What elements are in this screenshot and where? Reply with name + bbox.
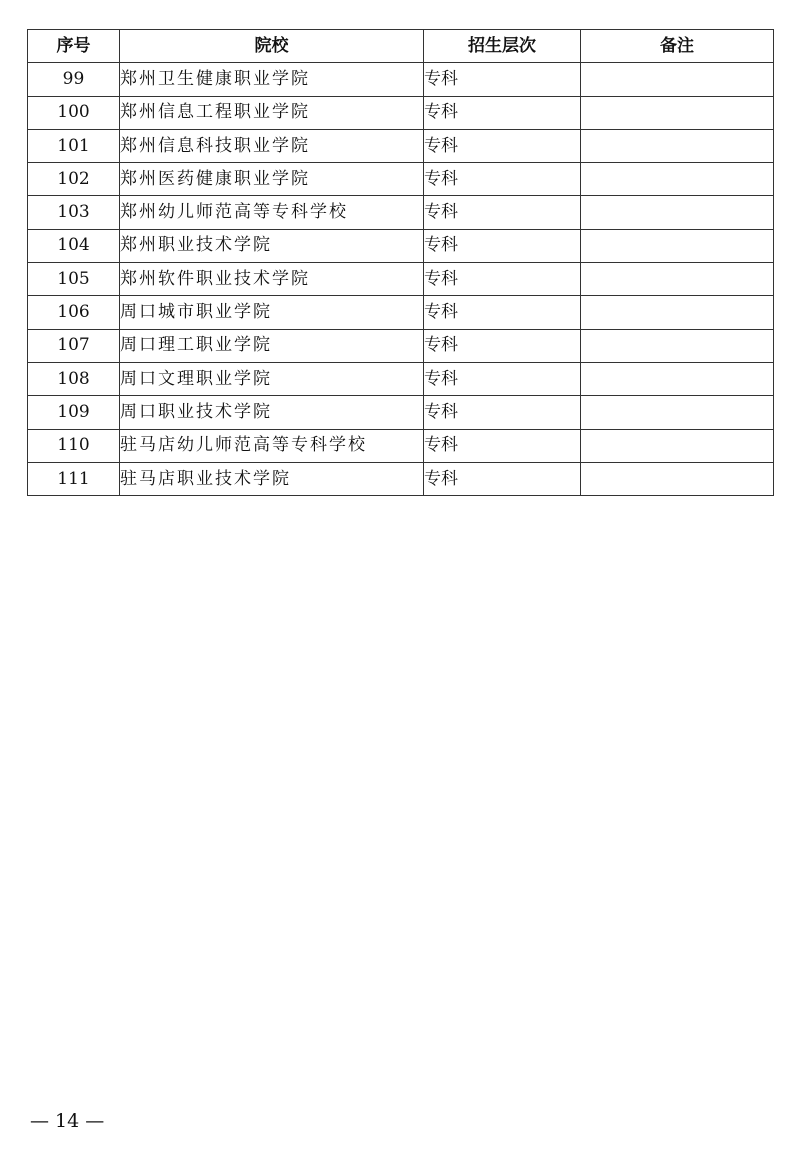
school-name-cell: 郑州医药健康职业学院: [120, 163, 424, 196]
serial-number-cell: 104: [28, 229, 120, 262]
school-name-cell: 郑州职业技术学院: [120, 229, 424, 262]
enrollment-level-cell: 专科: [424, 329, 581, 362]
table-body: [28, 63, 774, 496]
table-row: [28, 396, 774, 429]
remarks-cell: [581, 263, 774, 296]
table-row: [28, 329, 774, 362]
table-row: [28, 96, 774, 129]
remarks-cell: [581, 329, 774, 362]
enrollment-level-cell: 专科: [424, 263, 581, 296]
school-name-cell: 周口理工职业学院: [120, 329, 424, 362]
serial-number-cell: 101: [28, 129, 120, 162]
remarks-cell: [581, 396, 774, 429]
school-name-cell: 郑州幼儿师范高等专科学校: [120, 196, 424, 229]
table-row: [28, 229, 774, 262]
school-name-cell: 郑州软件职业技术学院: [120, 263, 424, 296]
table-row: [28, 296, 774, 329]
school-name-cell: 郑州信息科技职业学院: [120, 129, 424, 162]
remarks-cell: [581, 129, 774, 162]
table-header: [28, 30, 774, 63]
remarks-cell: [581, 96, 774, 129]
enrollment-level-cell: 专科: [424, 229, 581, 262]
school-name-cell: 周口城市职业学院: [120, 296, 424, 329]
serial-number-cell: 99: [28, 63, 120, 96]
enrollment-level-cell: 专科: [424, 129, 581, 162]
header-serial-number: 序号: [28, 30, 120, 63]
serial-number-cell: 103: [28, 196, 120, 229]
remarks-cell: [581, 296, 774, 329]
table-row: [28, 263, 774, 296]
remarks-cell: [581, 362, 774, 395]
serial-number-cell: 110: [28, 429, 120, 462]
serial-number-cell: 107: [28, 329, 120, 362]
serial-number-cell: 105: [28, 263, 120, 296]
remarks-cell: [581, 462, 774, 495]
enrollment-level-cell: 专科: [424, 163, 581, 196]
serial-number-cell: 111: [28, 462, 120, 495]
serial-number-cell: 106: [28, 296, 120, 329]
table-row: [28, 163, 774, 196]
school-name-cell: 驻马店职业技术学院: [120, 462, 424, 495]
enrollment-level-cell: 专科: [424, 96, 581, 129]
enrollment-level-cell: 专科: [424, 296, 581, 329]
header-remarks: 备注: [581, 30, 774, 63]
table-row: [28, 63, 774, 96]
school-name-cell: 郑州卫生健康职业学院: [120, 63, 424, 96]
school-name-cell: 郑州信息工程职业学院: [120, 96, 424, 129]
table-row: [28, 429, 774, 462]
remarks-cell: [581, 163, 774, 196]
enrollment-level-cell: 专科: [424, 196, 581, 229]
enrollment-level-cell: 专科: [424, 429, 581, 462]
school-name-cell: 周口文理职业学院: [120, 362, 424, 395]
school-name-cell: 驻马店幼儿师范高等专科学校: [120, 429, 424, 462]
table-row: [28, 129, 774, 162]
enrollment-level-cell: 专科: [424, 396, 581, 429]
remarks-cell: [581, 196, 774, 229]
serial-number-cell: 109: [28, 396, 120, 429]
table-row: [28, 196, 774, 229]
enrollment-level-cell: 专科: [424, 362, 581, 395]
serial-number-cell: 102: [28, 163, 120, 196]
header-school: 院校: [120, 30, 424, 63]
enrollment-level-cell: 专科: [424, 63, 581, 96]
school-name-cell: 周口职业技术学院: [120, 396, 424, 429]
remarks-cell: [581, 429, 774, 462]
page-number: — 14 —: [30, 1110, 105, 1132]
table-row: [28, 362, 774, 395]
table-row: [28, 462, 774, 495]
remarks-cell: [581, 229, 774, 262]
header-row: [28, 30, 774, 63]
serial-number-cell: 108: [28, 362, 120, 395]
header-enrollment-level: 招生层次: [424, 30, 581, 63]
enrollment-level-cell: 专科: [424, 462, 581, 495]
school-roster-table: [27, 29, 774, 496]
remarks-cell: [581, 63, 774, 96]
serial-number-cell: 100: [28, 96, 120, 129]
